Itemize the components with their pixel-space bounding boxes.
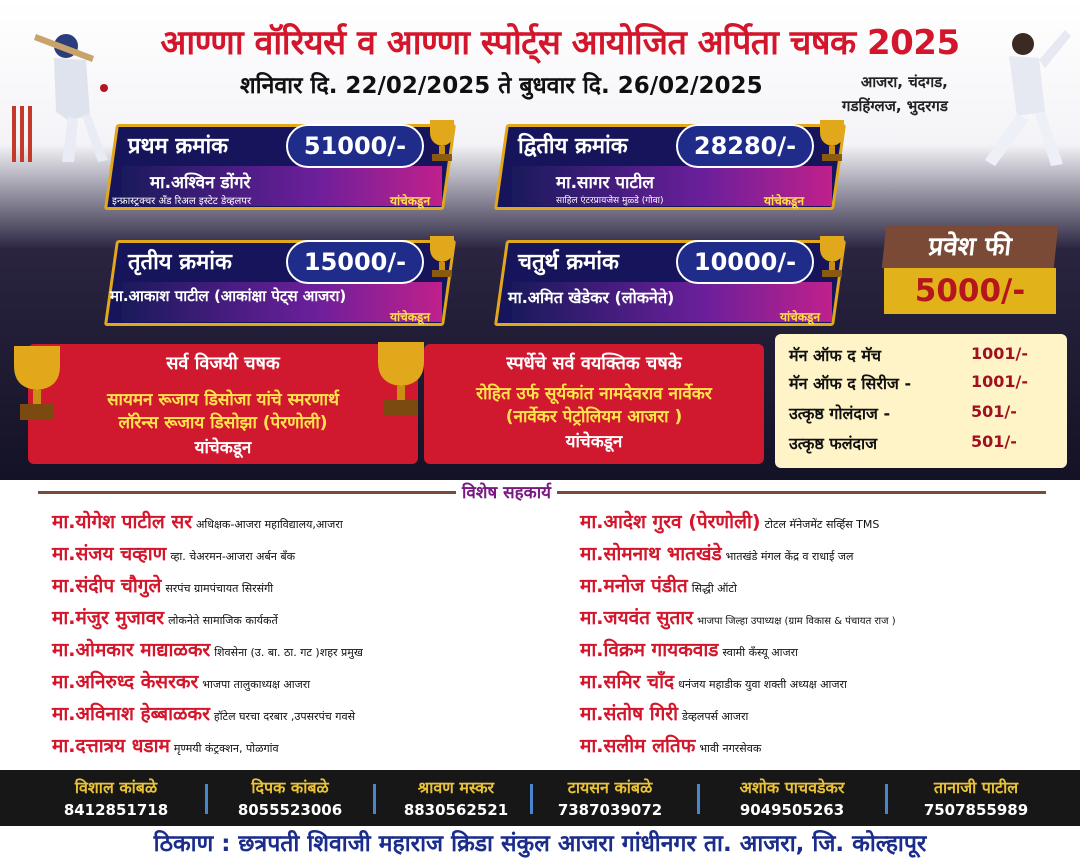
supporter-item [52,636,363,662]
prize-amount: 51000/- [286,124,424,168]
contact-phone[interactable]: 8830562521 [403,801,509,819]
trophy-box-line-2: लॉरेन्स रूजाय डिसोझा (पेरणोली) [118,413,328,433]
prize-sponsor-by: यांचेकडून [780,310,820,324]
contact-phone[interactable]: 7507855989 [923,801,1029,819]
prize-amount: 10000/- [676,240,814,284]
prize-card-second [500,120,840,210]
supporter-name: मा.सलीम लतिफ [580,735,696,757]
supporter-desc: डेव्हलपर्स आजरा [682,710,749,723]
supporter-name: मा.अनिरुध्द केसरकर [52,671,199,693]
supporter-desc: हॉटेल घरचा दरबार ,उपसरपंच गवसे [213,710,356,723]
contact-name: विशाल कांबळे [74,778,158,797]
entry-fee-value: 5000/- [884,268,1056,314]
contact-separator [697,784,700,814]
event-title: आण्णा वॉरियर्स व आण्णा स्पोर्ट्स आयोजित अर्पिता चषक 2025 [160,23,960,63]
supporter-name: मा.सोमनाथ भातखंडे [580,543,722,565]
prize-sponsor-name: मा.अश्विन डोंगरे [150,173,251,193]
supporter-item [580,508,879,534]
prize-sponsor-name: मा.आकाश पाटील (आकांक्षा पेट्स आजरा) [110,287,347,305]
trophy-icon [8,340,66,424]
prize-card-first [110,120,450,210]
contact-name: तानाजी पाटील [933,778,1019,797]
contact-phone[interactable]: 7387039072 [557,801,663,819]
supporter-item [52,604,278,630]
contact-separator [205,784,208,814]
supporter-desc: शिवसेना (उ. बा. ठा. गट )शहर प्रमुख [214,646,363,659]
contact-phone[interactable]: 9049505263 [739,801,845,819]
trophy-box-by: यांचेकडून [565,432,623,452]
prize-sponsor-by: यांचेकडून [390,194,430,208]
trophy-box-line-2: (नार्वेकर पेट्रोलियम आजरा ) [505,407,683,427]
prize-card-fourth [500,236,840,326]
venues-line-2: गडहिंग्लज, भुदरगड [842,97,948,115]
trophy-box-line-1: सायमन रूजाय डिसोजा यांचे स्मरणार्थ [107,390,339,410]
supporter-name: मा.योगेश पाटील सर [52,511,192,533]
contact-item [530,776,690,819]
award-label: उत्कृष्ठ गोलंदाज - [789,404,891,423]
trophy-icon [812,232,852,282]
supporter-name: मा.संतोष गिरी [580,703,679,725]
contact-item [210,776,370,819]
supporter-name: मा.ओमकार माद्याळकर [52,639,211,661]
prize-amount: 28280/- [676,124,814,168]
award-value: 1001/- [971,344,1029,363]
trophy-icon [422,232,462,282]
supporter-name: मा.समिर चाँद [580,671,675,693]
trophy-icon [812,116,852,166]
award-value: 1001/- [971,372,1029,391]
contact-phone[interactable]: 8412851718 [63,801,169,819]
supporter-desc: अधिक्षक-आजरा महाविद्यालय,आजरा [196,518,343,531]
supporter-name: मा.अविनाश हेब्बाळकर [52,703,210,725]
award-value: 501/- [971,432,1017,451]
event-venues [842,70,948,118]
supporter-item [52,508,343,534]
supporter-desc: स्वामी कँस्यू आजरा [722,646,798,659]
supporter-name: मा.विक्रम गायकवाड [580,639,719,661]
supporters-title: विशेष सहकार्य [456,480,557,503]
trophy-box-title: सर्व विजयी चषक [166,353,280,374]
supporter-name: मा.संजय चव्हाण [52,543,167,565]
prize-card-third [110,236,450,326]
supporter-item [52,732,279,758]
venue-footer: ठिकाण : छत्रपती शिवाजी महाराज क्रिडा संकुल आजरा गांधीनगर ता. आजरा, जि. कोल्हापूर [0,826,1080,863]
prize-sponsor-name: मा.अमित खेडेकर (लोकनेते) [508,288,675,307]
supporter-item [580,700,748,726]
trophy-box-title: स्पर्धेचे सर्व वयक्तिक चषके [506,353,682,374]
prize-sponsor-by: यांचेकडून [764,194,804,208]
supporter-desc: व्हा. चेअरमन-आजरा अर्बन बँक [170,550,296,563]
supporter-desc: लोकनेते सामाजिक कार्यकर्ते [168,614,278,627]
contact-name: श्रावण मस्कर [417,778,495,797]
event-dates: शनिवार दि. 22/02/2025 ते बुधवार दि. 26/02/2025 [240,73,763,99]
supporter-item [580,636,798,662]
supporter-item [52,668,310,694]
award-value: 501/- [971,402,1017,421]
prize-rank: चतुर्थ क्रमांक [518,250,619,275]
contact-name: अशोक पाचवडेकर [739,778,845,797]
prize-sponsor-desc: इन्फ्रास्ट्रक्चर अँड रिअल इस्टेट डेव्हलपर [112,196,252,207]
supporter-name: मा.आदेश गुरव (पेरणोली) [580,511,761,533]
prize-amount: 15000/- [286,240,424,284]
prize-sponsor-desc: साहिल एंटरप्रायजेस मुळ्डे (गोवा) [556,196,664,206]
trophy-box-by: यांचेकडून [194,438,252,458]
contact-item [36,776,196,819]
supporter-desc: भाजपा तालुकाध्यक्ष आजरा [202,678,311,691]
trophy-icon [422,116,462,166]
supporter-name: मा.दत्तात्रय धडाम [52,735,170,757]
prize-sponsor-by: यांचेकडून [390,310,430,324]
award-label: मॅन ऑफ द मॅच [789,346,882,365]
contacts-bar [0,770,1080,826]
supporter-desc: भाजपा जिल्हा उपाध्यक्ष (ग्राम विकास & पंचायत राज ) [697,616,896,627]
prize-rank: प्रथम क्रमांक [128,134,229,159]
supporter-item [580,668,847,694]
supporter-name: मा.जयवंत सुतार [580,607,693,629]
contact-item [896,776,1056,819]
prize-sponsor-name: मा.सागर पाटील [556,173,654,193]
individual-awards-box [775,334,1067,468]
supporter-desc: भातखंडे मंगल केंद्र व राधाई जल [725,550,854,563]
supporter-name: मा.संदीप चौगुले [52,575,162,597]
batsman-figure-icon [6,16,116,166]
contact-item [712,776,872,819]
supporter-item [52,572,273,598]
contact-name: दिपक कांबळे [251,778,329,797]
prize-rank: द्वितीय क्रमांक [518,134,628,159]
supporter-item [580,604,896,630]
contact-name: टायसन कांबळे [567,778,653,797]
prize-rank: तृतीय क्रमांक [128,250,232,275]
contact-separator [885,784,888,814]
trophy-box-line-1: रोहित उर्फ सूर्यकांत नामदेवराव नार्वेकर [476,384,712,404]
supporter-item [580,540,854,566]
all-winners-trophy-box [28,344,418,464]
supporter-desc: भावी नगरसेवक [699,742,762,755]
supporter-desc: सिद्धी ऑटो [691,582,737,595]
supporter-item [580,572,737,598]
individual-trophies-box [424,344,764,464]
supporter-name: मा.मंजुर मुजावर [52,607,165,629]
supporter-item [580,732,761,758]
supporter-desc: मृण्मयी कंट्रक्शन, पोळगांव [173,742,279,755]
entry-fee-label: प्रवेश फी [882,226,1058,268]
supporter-item [52,700,355,726]
contact-phone[interactable]: 8055523006 [237,801,343,819]
supporter-desc: धनंजय महाडीक युवा शक्ती अध्यक्ष आजरा [678,678,847,691]
award-label: उत्कृष्ठ फलंदाज [789,434,878,453]
award-label: मॅन ऑफ द सिरीज - [789,374,912,393]
trophy-icon [372,336,430,420]
supporter-desc: सरपंच ग्रामपंचायत सिरसंगी [165,582,274,595]
supporter-desc: टोटल मॅनेजमेंट सर्व्हिस TMS [764,518,880,531]
supporter-name: मा.मनोज पंडीत [580,575,688,597]
venues-line-1: आजरा, चंदगड, [860,73,948,91]
contact-item [376,776,536,819]
supporter-item [52,540,295,566]
